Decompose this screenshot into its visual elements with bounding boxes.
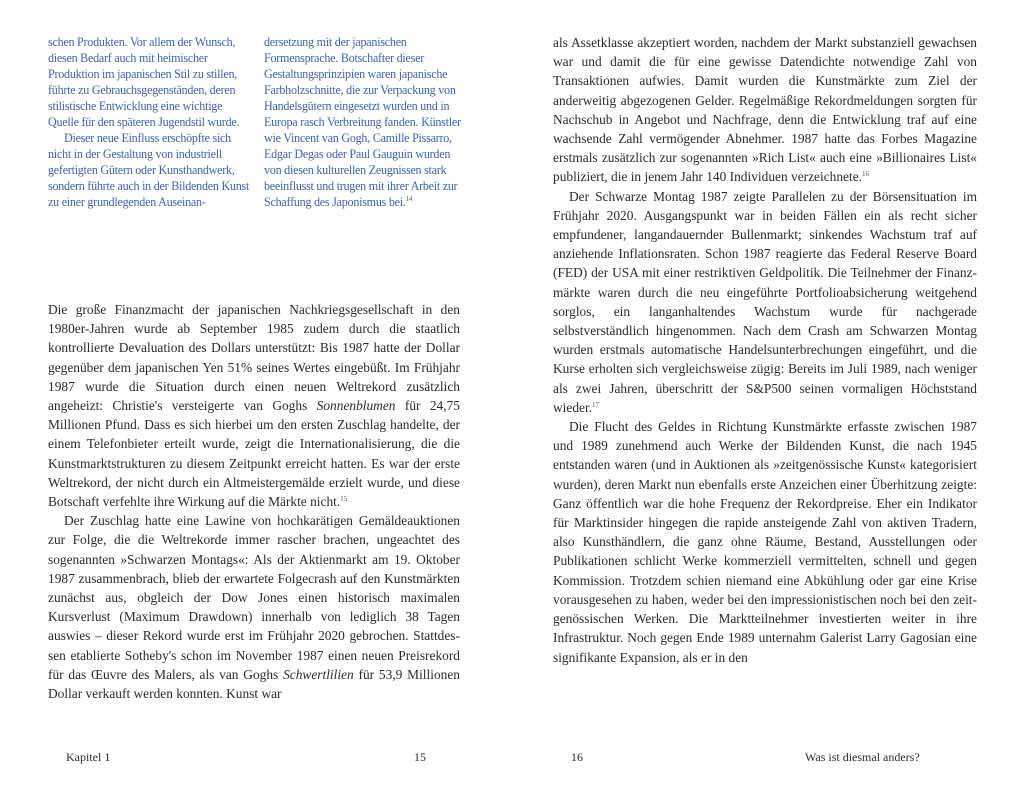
artwork-title: Sonnenblumen [316,398,396,414]
body-paragraph [553,187,977,417]
sidebar-text: dersetzung mit der japanischen Formensprache. Botschafter dieser Gestaltungsprinzipien waren japanische Farbholzschnitte, die zur Verpackung von Handelsgütern eingesetzt wurden und in Europa rasch Verbreitung fanden. Künstler wie Vincent van Gogh, Camille Pissarro, Edgar Degas oder Paul Gauguin wurden von diesen kulturellen Zeugnissen stark beeinflusst und trugen mit ihrer Arbeit zur Schaffung des Japonismus bei. [264,35,461,209]
body-paragraph [48,511,460,703]
sidebar-column-1 [48,34,252,210]
running-head-title: Was ist diesmal anders? [805,750,920,764]
footnote-marker: 14 [405,195,413,203]
body-paragraph: Die Flucht des Geldes in Richtung Kunstmärkte erfasste zwischen 1987 und 1989 zunehmend auch Werke der Bildenden Kunst, die nach 1945 entstanden waren (und in Auktionen als »zeitgenössische Kunst« kategorisiert wurden), deren Markt nun ebenfalls erste Anzeichen einer Überhitzung zeigte: Ganz öffentlich war die hohe Frequenz der Rekordpreise. Eher ein Indikator für Marktinsider hingegen die rapide ansteigende Zahl von aktiven Tradern, also Kunsthändlern, die ganz ohne Räume, Bestand, Ausstellungen oder Publikationen schlicht Werke kommerziell vermittelten, schnell und gegen Kommission. Trotzdem schien niemand eine Abkühlung oder gar eine Krise vorausgesehen zu haben, weder bei den impressionistischen noch bei den zeitgenössischen Werken. Die Marktteilnehmer investierten weiter in ihre Infrastruktur. Noch gegen Ende 1989 unternahm Galerist Larry Gagosian eine signifikante Expansion, als er in den [553,419,977,665]
right-page [505,0,1010,800]
sidebar-paragraph [264,34,468,210]
footnote-marker: 15 [340,495,348,504]
body-paragraph [553,33,977,187]
text-run: als Assetklasse akzeptiert worden, nachdem der Markt substanziell gewachsen war und damit die für eine gewisse Datendichte notwendige Zahl von Transaktionen aufwies. Damit wurden die Kunstmärkte zum Ziel der anderweitig abgezogenen Gelder. Regelmäßige Rekordmeldungen sorgten für Nachschub in Angebot und Nachfrage, denn die Entwicklung traf auf eine wachsende Zahl vermögender Abnehmer. 1987 hatte das Forbes Magazine erstmals zusätzlich zur sogenannten »Rich List« auch eine »Billionaires List« publiziert, die in jenem Jahr 140 Individuen verzeichnete. [553,35,977,185]
body-text [48,300,460,703]
sidebar-column-2 [264,34,468,210]
artwork-title: Schwertlilien [283,666,354,682]
footnote-marker: 16 [862,170,869,179]
footnote-marker: 17 [592,400,600,409]
page-number: 16 [571,750,583,764]
sidebar-box [48,34,468,210]
sidebar-paragraph: Dieser neue Einfluss erschöpfte sich nicht in der Gestaltung von industriell gefertigten Gütern oder Kunsthandwerk, sondern führte auch in der Bildenden Kunst zu einer grundlegenden Auseinan- [48,131,250,209]
page-number: 15 [414,750,426,764]
body-text [553,33,977,667]
text-run: für 53,9 Millionen Dollar verkauft werden konnten. Kunst war [48,666,460,702]
text-run: Die große Finanzmacht der japanischen Nachkriegsgesellschaft in den 1980er-Jahren wurde ab September 1985 zudem durch die staatlich kontrollierte Devaluation des Dollars unterstützt: Bis 1987 hatte der Dollar gegenüber dem japanischen Yen 51% seines Wertes eingebüßt. Im Frühjahr 1987 wurde die Situation durch einen neuen Weltrekord zusätzlich angeheizt: Christie's versteigerte van Goghs [48,302,460,414]
text-run: Der Schwarze Montag 1987 zeigte Parallelen zu der Börsensituation im Frühjahr 2020. Ausgangspunkt war in beiden Fällen ein als recht sicher empfundener, langandauernder Bullenmarkt; sinkendes Wachstum traf auf anziehende Inflationsraten. Schon 1987 reagierte das Federal Reserve Board (FED) der USA mit einer restriktiven Geldpolitik. Die Teilnehmer der Finanzmärkte waren durch die neu eingeführte Portfolioabsicherung weitgehend sorglos, ein langanhaltendes Wachstum wurde für nachgerade selbstverständlich hingenommen. Nach dem Crash am Schwarzen Montag wurden erstmals automatische Handelsunterbrechungen eingeführt, und die Kurse erholten sich vergleichsweise zügig: Bereits im Juli 1989, nach weniger als zwei Jahren, überschritt der S&P500 seinen vormaligen Höchststand wieder. [553,188,977,415]
sidebar-paragraph: schen Produkten. Vor allem der Wunsch, diesen Bedarf auch mit heimischer Produktion im japanischen Stil zu stillen, führte zu Gebrauchsgegenständen, deren stilistische Entwicklung eine wichtige Quelle für den späteren Jugendstil wurde. [48,35,240,129]
running-head-chapter: Kapitel 1 [66,750,111,764]
text-run: Der Zuschlag hatte eine Lawine von hochkarätigen Gemäldeauktionen zur Folge, die die Weltrekorde immer rascher brachen, ungeachtet des sogenannten »Schwarzen Montags«: Als der Aktienmarkt am 19. Oktober 1987 zusammenbrach, blieb der erwartete Folgecrash auf den Kunstmärkten zunächst aus, obgleich der Dow Jones einen historisch maximalen Kursverlust (Maximum Drawdown) innerhalb von lediglich 38 Tagen auswies – dieser Rekord wurde erst im Frühjahr 2020 gebrochen. Stattdessen etablierte Sotheby's schon im November 1987 einen neuen Preisrekord für das Œuvre des Malers, als van Goghs [48,513,460,682]
text-run: für 24,75 Millionen Pfund. Dass es sich hierbei um den ersten Zuschlag handelte, der einem Telefonbieter erteilt wurde, zeigt die Internationalisierung, die die Kunstmarktstrukturen zu diesem Zeitpunkt erreicht hatten. Es war der erste Weltrekord, der nicht durch ein Altmeistergemälde erzielt wurde, und diese Botschaft verfehlte ihre Wirkung auf die Märkte nicht. [48,398,460,510]
body-paragraph [48,300,460,511]
